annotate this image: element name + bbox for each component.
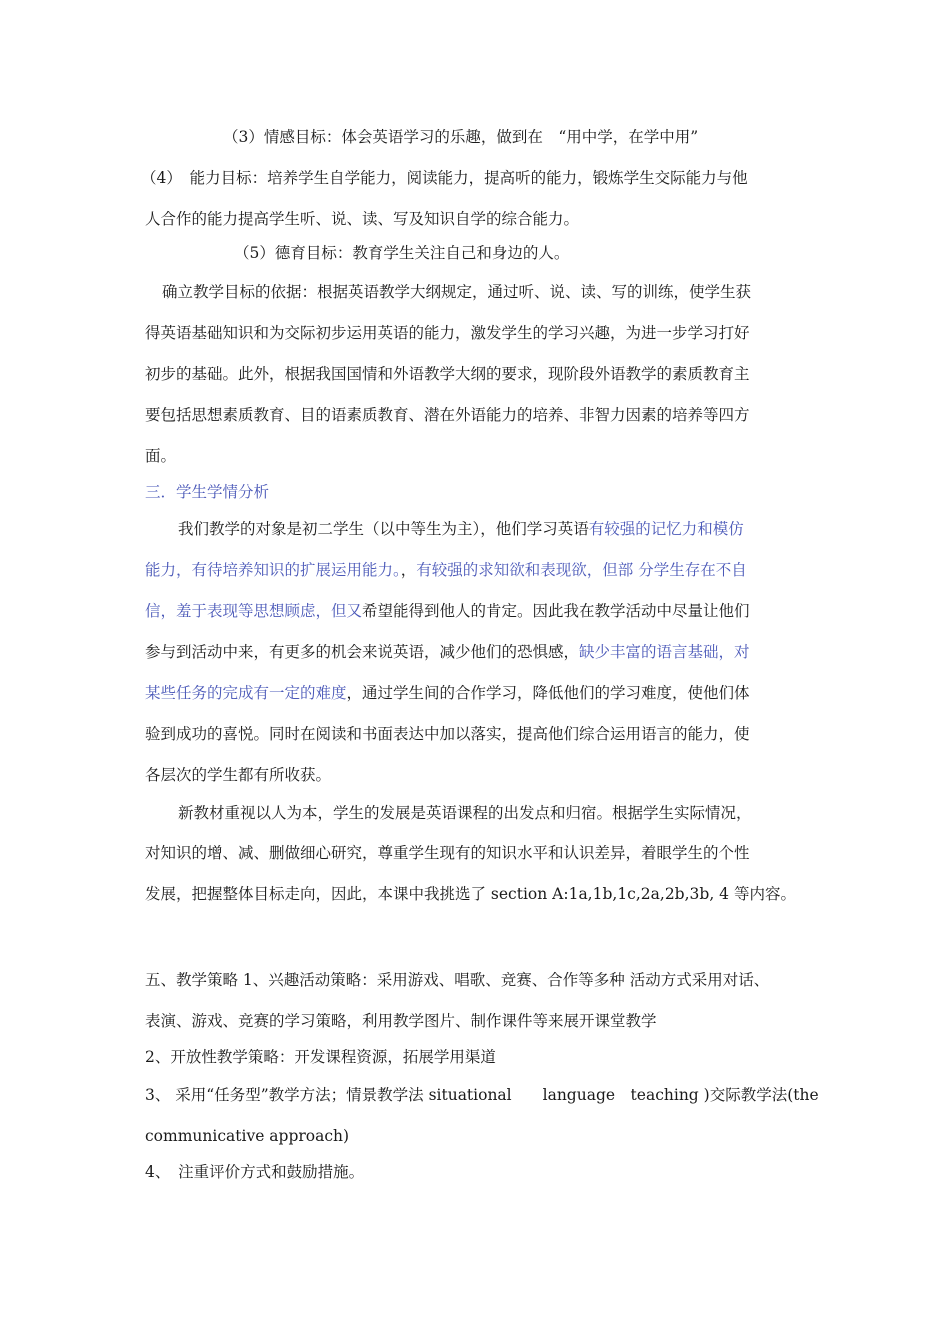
text-run: ， [400,561,417,579]
analysis-line1 [178,519,744,539]
goal-ability-line1: （4） 能力目标：培养学生自学能力，阅读能力，提高听的能力，锻炼学生交际能力与他 [141,169,748,187]
material-line1: 新教材重视以人为本，学生的发展是英语课程的出发点和归宿。根据学生实际情况， [178,804,752,822]
analysis-line7: 各层次的学生都有所收获。 [145,766,332,784]
basis-line2: 得英语基础知识和为交际初步运用英语的能力，激发学生的学习兴趣，为进一步学习打好 [145,324,750,342]
highlight-run: 缺少丰富的语言基础，对 [579,643,750,661]
text-run: 参与到活动中来，有更多的机会来说英语，减少他们的恐惧感， [145,643,580,661]
basis-line4: 要包括思想素质教育、目的语素质教育、潜在外语能力的培养、非智力因素的培养等四方 [145,406,750,424]
highlight-run: 信，羞于表现等思想顾虑，但又 [145,602,363,620]
material-line3: 发展，把握整体目标走向，因此，本课中我挑选了 section A:1a,1b,1c,2a,2b,3b, 4 等内容。 [145,885,796,903]
analysis-line6: 验到成功的喜悦。同时在阅读和书面表达中加以落实，提高他们综合运用语言的能力，使 [145,725,750,743]
strategy-line5: communicative approach) [145,1127,350,1145]
goal-emotion: （3）情感目标：体会英语学习的乐趣，做到在 “用中学，在学中用” [223,128,699,146]
analysis-line4 [145,642,750,662]
highlight-run: 有较强的求知欲和表现欲，但部 分学生存在不自 [416,561,747,579]
text-run: 我们教学的对象是初二学生（以中等生为主），他们学习英语 [178,520,589,538]
analysis-line5 [145,683,750,703]
highlight-run: 某些任务的完成有一定的难度 [145,684,347,702]
strategy-line3: 2、开放性教学策略：开发课程资源，拓展学用渠道 [145,1048,496,1066]
analysis-line2 [145,560,747,580]
basis-line5: 面。 [145,447,177,465]
section-heading-student-analysis: 三．学生学情分析 [145,483,270,501]
strategy-line4: 3、 采用“任务型”教学方法；情景教学法 situational language teaching )交际教学法(the [145,1086,819,1104]
goal-ability-line2: 人合作的能力提高学生听、说、读、写及知识自学的综合能力。 [145,210,580,228]
material-line2: 对知识的增、减、删做细心研究，尊重学生现有的知识水平和认识差异，着眼学生的个性 [145,844,750,862]
highlight-run: 有较强的记忆力和模仿 [588,520,744,538]
basis-line1: 确立教学目标的依据：根据英语教学大纲规定，通过听、说、读、写的训练，使学生获 [162,283,752,301]
highlight-run: 能力，有待培养知识的扩展运用能力。 [145,561,401,579]
basis-line3: 初步的基础。此外，根据我国国情和外语教学大纲的要求，现阶段外语教学的素质教育主 [145,365,750,383]
text-run: 希望能得到他人的肯定。因此我在教学活动中尽量让他们 [362,602,750,620]
strategy-line2: 表演、游戏、竞赛的学习策略，利用教学图片、制作课件等来展开课堂教学 [145,1012,657,1030]
strategy-line6: 4、 注重评价方式和鼓励措施。 [145,1163,365,1181]
strategy-line1: 五、教学策略 1、兴趣活动策略：采用游戏、唱歌、竞赛、合作等多种 活动方式采用对话、 [145,971,770,989]
text-run: ，通过学生间的合作学习，降低他们的学习难度，使他们体 [346,684,750,702]
goal-moral: （5）德育目标：教育学生关注自己和身边的人。 [234,244,570,262]
analysis-line3 [145,601,750,621]
